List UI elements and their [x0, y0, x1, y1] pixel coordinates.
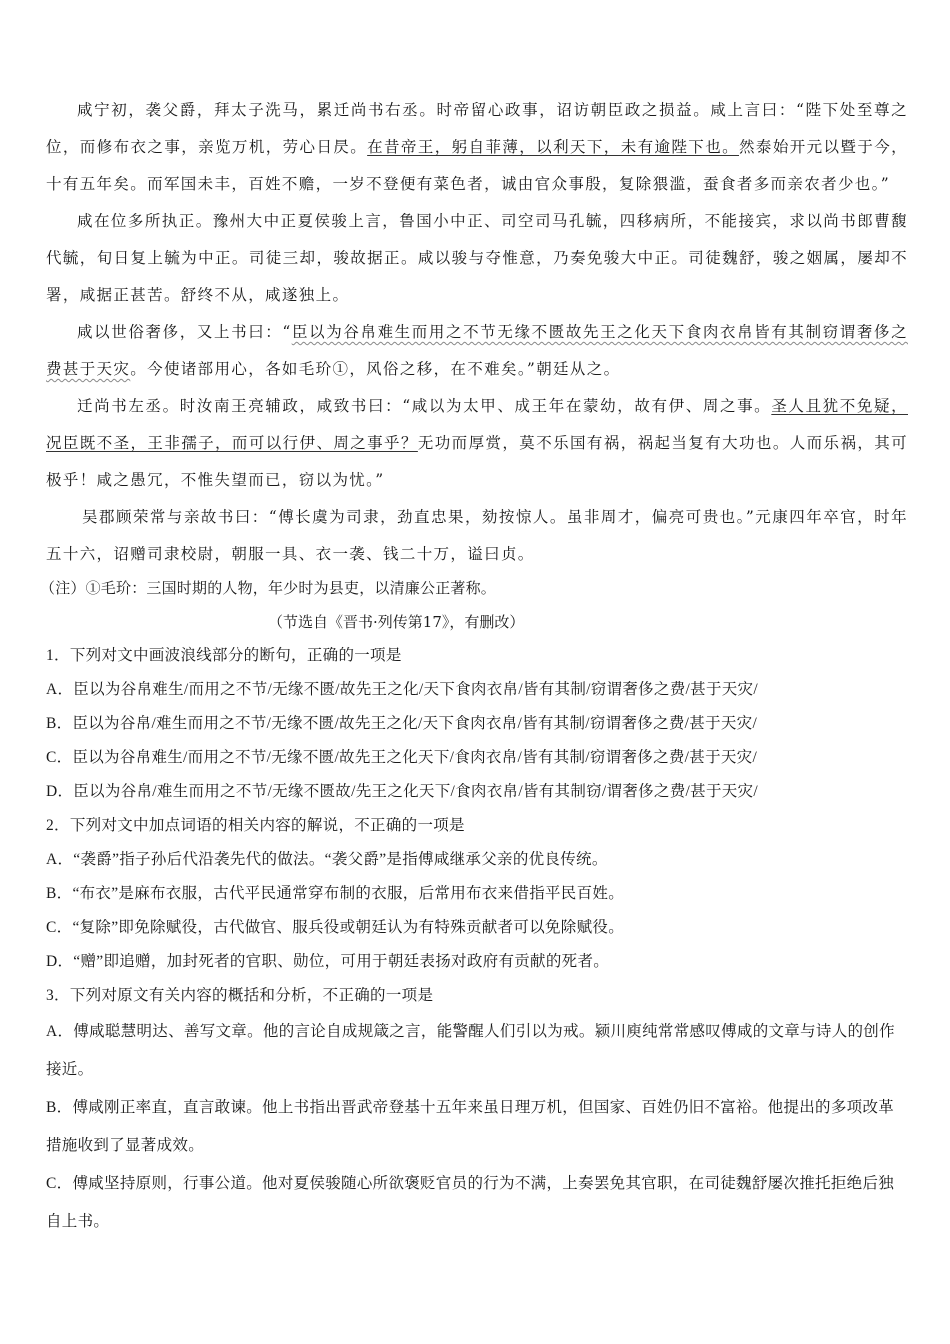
option-b: B．傅咸刚正率直，直言敢谏。他上书指出晋武帝登基十五年来虽日理万机，但国家、百姓仍旧不富裕。他提出的多项改革措施收到了显著成效。	[46, 1099, 895, 1154]
paragraph-text: 咸以世俗奢侈，又上书曰：“	[77, 323, 292, 341]
question-3	[46, 979, 908, 1241]
question-stem: 1．下列对文中画波浪线部分的断句，正确的一项是	[46, 647, 402, 664]
option-a: A．臣以为谷帛难生/而用之不节/无缘不匮/故先王之化/天下食肉衣帛/皆有其制/窃谓奢侈之费/甚于天灾/	[46, 681, 758, 698]
passage-paragraph-5: 吴郡顾荣常与亲故书曰：“傅长虞为司隶，劲直忠果，劾按惊人。虽非周才，偏亮可贵也。”元康四年卒官，时年五十六，诏赠司隶校尉，朝服一具、衣一袭、钱二十万，谥曰贞。	[46, 508, 908, 563]
question-stem: 3．下列对原文有关内容的概括和分析，不正确的一项是	[46, 987, 434, 1004]
source-citation: （节选自《晋书·列传第17》，有删改）	[268, 613, 525, 631]
option-d: D．“赠”即追赠，加封死者的官职、勋位，可用于朝廷表扬对政府有贡献的死者。	[46, 953, 610, 970]
paragraph-text: 无功而厚赏，莫不乐国有祸，祸起当复有大功也。人而乐祸，其可极乎！咸之愚冗，不惟失望而已，窃以为忧。”	[46, 434, 909, 489]
option-d: D．臣以为谷帛/难生而用之不节/无缘不匮故/先王之化天下/食肉衣帛/皆有其制窃/谓奢侈之费/甚于天灾/	[46, 783, 758, 800]
option-c: C．臣以为谷帛难生/而用之不节/无缘不匮/故先王之化天下/食肉衣帛/皆有其制/窃谓奢侈之费/甚于天灾/	[46, 749, 758, 766]
option-a: A．傅咸聪慧明达、善写文章。他的言论自成规箴之言，能警醒人们引以为戒。颍川庾纯常常感叹傅咸的文章与诗人的创作接近。	[46, 1023, 895, 1078]
question-2	[46, 809, 908, 979]
passage-paragraph-1	[46, 92, 908, 203]
option-a: A．“袭爵”指子孙后代沿袭先代的做法。“袭父爵”是指傅咸继承父亲的优良传统。	[46, 851, 608, 868]
question-stem: 2．下列对文中加点词语的相关内容的解说，不正确的一项是	[46, 817, 465, 834]
option-b: B．臣以为谷帛/难生而用之不节/无缘不匮/故先王之化/天下食肉衣帛/皆有其制/窃谓奢侈之费/甚于天灾/	[46, 715, 758, 732]
classical-passage	[46, 92, 908, 573]
question-1	[46, 639, 908, 809]
underlined-sentence: 圣人且犹不免疑，况臣既不圣，王非孺子，而可以行伊、周之事乎？	[46, 397, 908, 452]
paragraph-text: 咸宁初，袭父爵，拜太子洗马，累迁尚书右丞。时帝留心政事，诏访朝臣政之损益。咸上言曰：“陛下处至尊之位，而修布衣之事，亲览万机，劳心日昃。	[46, 101, 908, 156]
exam-page	[40, 92, 909, 1241]
option-c: C．“复除”即免除赋役，古代做官、服兵役或朝廷认为有特殊贡献者可以免除赋役。	[46, 919, 624, 936]
passage-paragraph-3	[46, 314, 908, 388]
passage-paragraph-2: 咸在位多所执正。豫州大中正夏侯骏上言，鲁国小中正、司空司马孔毓，四移病所，不能接宾，求以尚书郎曹馥代毓，旬日复上毓为中正。司徒三却，骏故据正。咸以骏与夺惟意，乃奏免骏大中正。司徒魏舒，骏之姻属，屡却不署，咸据正甚苦。舒终不从，咸遂独上。	[46, 212, 908, 304]
footnote: （注）①毛玠：三国时期的人物，年少时为县吏，以清廉公正著称。	[40, 579, 497, 597]
wavy-underlined-sentence: 臣以为谷帛难生而用之不节无缘不匮故先王之化天下食肉衣帛皆有其制窃谓奢侈之费甚于天灾	[46, 323, 908, 378]
passage-paragraph-4	[46, 388, 908, 499]
option-c: C．傅咸坚持原则，行事公道。他对夏侯骏随心所欲褒贬官员的行为不满，上奏罢免其官职，在司徒魏舒屡次推托拒绝后独自上书。	[46, 1175, 895, 1230]
paragraph-text: 然泰始开元以暨于今，十有五年矣。而军国未丰，百姓不赡，一岁不登便有菜色者，诚由官众事殷，复除猥滥，蚕食者多而亲农者少也。”	[46, 138, 908, 193]
underlined-sentence: 在昔帝王，躬自菲薄，以利天下，未有逾陛下也。	[367, 138, 740, 156]
paragraph-text: 迁尚书左丞。时汝南王亮辅政，咸致书曰：“咸以为太甲、成王年在蒙幼，故有伊、周之事。	[77, 397, 772, 415]
option-b: B．“布衣”是麻布衣服，古代平民通常穿布制的衣服，后常用布衣来借指平民百姓。	[46, 885, 624, 902]
paragraph-text: 。今使诸部用心，各如毛玠①，风俗之移，在不难矣。”朝廷从之。	[130, 360, 621, 378]
